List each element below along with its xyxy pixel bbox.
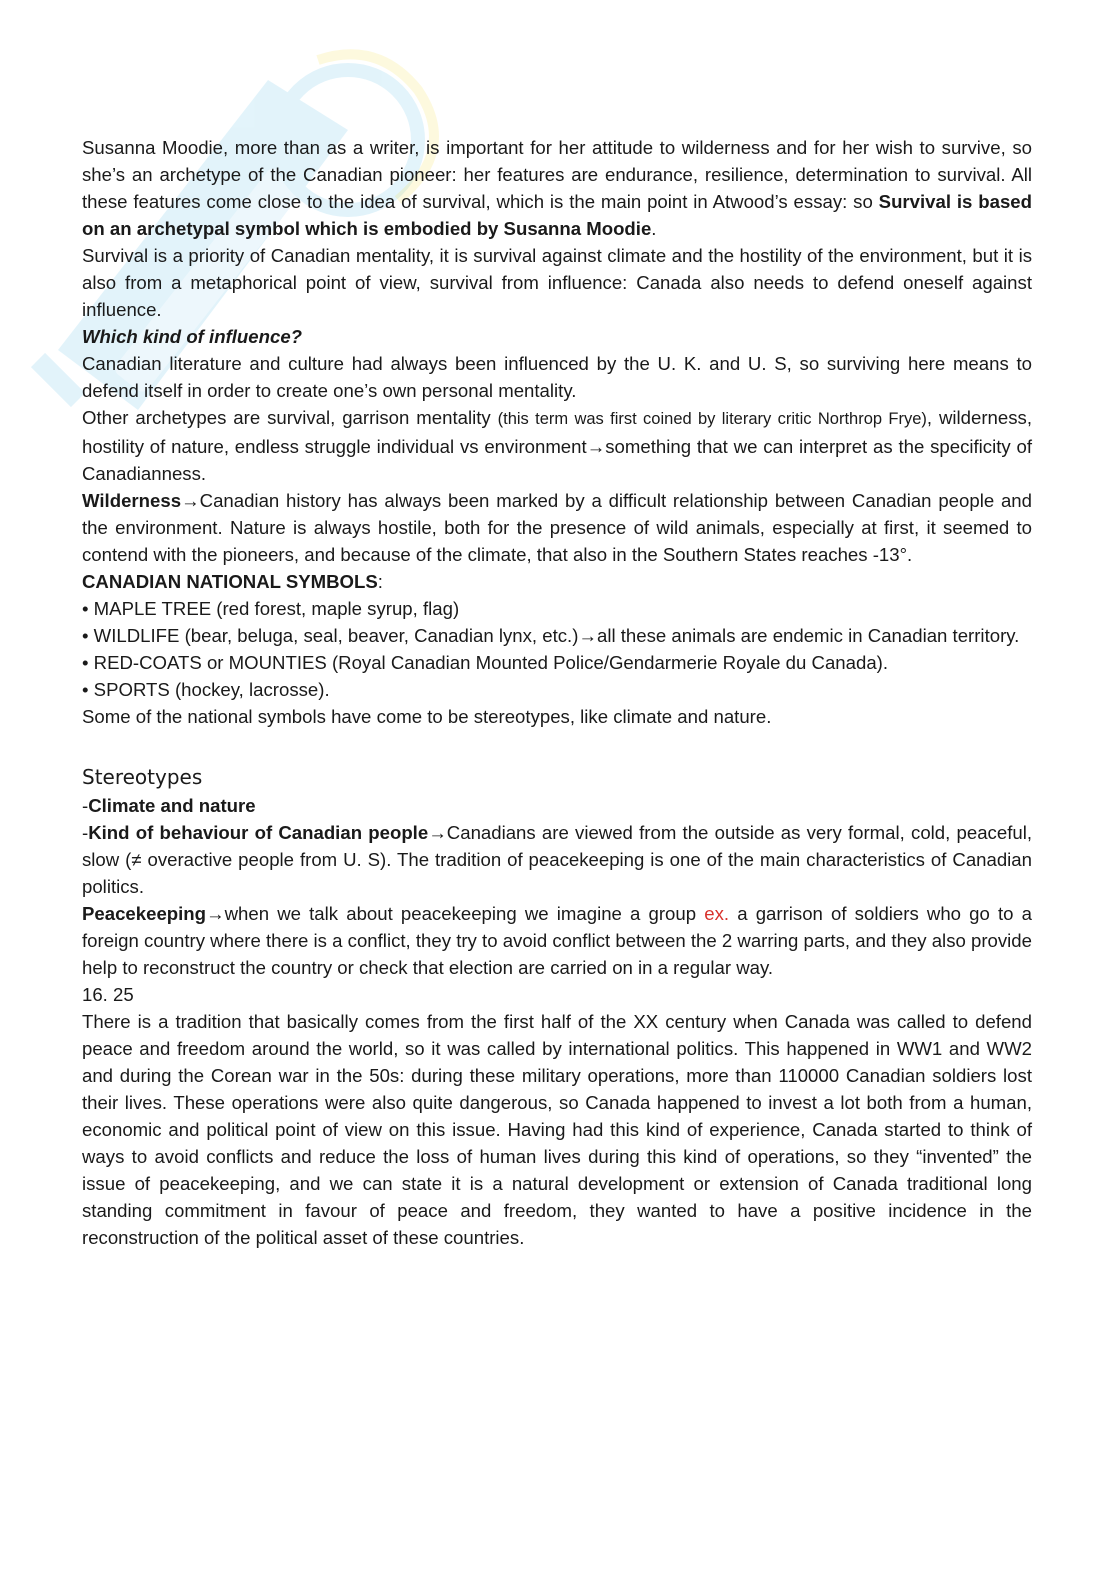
peacekeeping-paragraph xyxy=(82,900,1032,981)
intro-text: Susanna Moodie, more than as a writer, is important for her attitude to wilderness and for her wish to survive, so she’s an archetype of the Canadian pioneer: her features are endurance, resilience, determination to survival. All these features come close to the idea of survival, which is the main point in Atwood’s essay: so xyxy=(82,137,1032,212)
frye-note: (this term was first coined by literary critic Northrop Frye) xyxy=(497,410,927,428)
stereotype-climate-label: Climate and nature xyxy=(88,795,256,816)
symbols-heading xyxy=(82,568,1032,595)
symbol-item-wildlife: • WILDLIFE (bear, beluga, seal, beaver, Canadian lynx, etc.)→all these animals are endemic in Canadian territory. xyxy=(82,625,1020,646)
peacekeeping-text-a: →when we talk about peacekeeping we imagine a group xyxy=(206,903,705,924)
survival-paragraph: Survival is a priority of Canadian mentality, it is survival against climate and the hostility of the environment, but it is also from a metaphorical point of view, survival from influence: Canada also needs to defend oneself against influence. xyxy=(82,245,1032,320)
symbol-item-mounties: • RED-COATS or MOUNTIES (Royal Canadian Mounted Police/Gendarmerie Royale du Canada). xyxy=(82,652,889,673)
stereotype-climate-dash: - xyxy=(82,795,89,816)
peacekeeping-text-b: a garrison of soldiers who go to a foreign country where there is a conflict, they try to avoid conflict between the 2 warring parts, and they also provide help to reconstruct the country or check that election are carried on in a regular way. xyxy=(82,903,1032,978)
symbols-heading-text: CANADIAN NATIONAL SYMBOLS xyxy=(82,571,378,592)
stereotype-behaviour-label: Kind of behaviour of Canadian people xyxy=(88,822,429,843)
intro-paragraph xyxy=(82,134,1032,242)
archetypes-text-a: Other archetypes are survival, garrison mentality xyxy=(82,407,498,428)
document-body xyxy=(82,134,1032,1251)
influence-paragraph: Canadian literature and culture had always been influenced by the U. K. and U. S, so surviving here means to defend itself in order to create one’s own personal mentality. xyxy=(82,353,1032,401)
influence-question xyxy=(82,323,1032,350)
tradition-paragraph: There is a tradition that basically comes from the first half of the XX century when Canada was called to defend peace and freedom around the world, so it was called by international politics. This happened in WW1 and WW2 and during the Corean war in the 50s: during these military operations, more than 110000 Canadian soldiers lost their lives. These operations were also quite dangerous, so Canada happened to invest a lot both from a human, economic and political point of view on this issue. Having had this kind of experience, Canada started to think of ways to avoid conflicts and reduce the loss of human lives during this kind of operations, so they “invented” the issue of peacekeeping, and we can state it is a natural development or extension of Canada traditional long standing commitment in favour of peace and freedom, they wanted to have a positive incidence in the reconstruction of the political asset of these countries. xyxy=(82,1011,1032,1248)
archetypes-paragraph xyxy=(82,404,1032,487)
stereotype-behaviour-dash: - xyxy=(82,822,89,843)
symbols-heading-colon: : xyxy=(377,571,383,592)
stereotype-climate xyxy=(82,792,1032,819)
stereotypes-heading: Stereotypes xyxy=(82,765,203,789)
stereotype-behaviour-text: →Canadians are viewed from the outside as very formal, cold, peaceful, slow (≠ overactive people from U. S). The tradition of peacekeeping is one of the main characteristics of Canadian politics. xyxy=(82,822,1032,897)
archetypes-text-b: , wilderness, hostility of nature, endless struggle individual vs environment→something that we can interpret as the specificity of Canadianness. xyxy=(82,407,1032,484)
wilderness-text: →Canadian history has always been marked by a difficult relationship between Canadian people and the environment. Nature is always hostile, both for the presence of wild animals, especially at first, it seemed to contend with the pioneers, and because of the climate, that also in the Southern States reaches -13°. xyxy=(82,490,1032,565)
wilderness-paragraph xyxy=(82,487,1032,568)
example-marker: ex. xyxy=(704,903,730,924)
wilderness-term: Wilderness xyxy=(82,490,182,511)
influence-question-text: Which kind of influence? xyxy=(82,326,303,347)
intro-period: . xyxy=(651,218,657,239)
symbol-item-maple: • MAPLE TREE (red forest, maple syrup, flag) xyxy=(82,598,460,619)
stereotype-note: Some of the national symbols have come to be stereotypes, like climate and nature. xyxy=(82,706,772,727)
stereotype-behaviour xyxy=(82,819,1032,900)
timestamp-note: 16. 25 xyxy=(82,984,134,1005)
intro-bold-statement: Survival is based on an archetypal symbol which is embodied by Susanna Moodie xyxy=(82,191,1032,239)
peacekeeping-term: Peacekeeping xyxy=(82,903,207,924)
symbol-item-sports: • SPORTS (hockey, lacrosse). xyxy=(82,679,330,700)
